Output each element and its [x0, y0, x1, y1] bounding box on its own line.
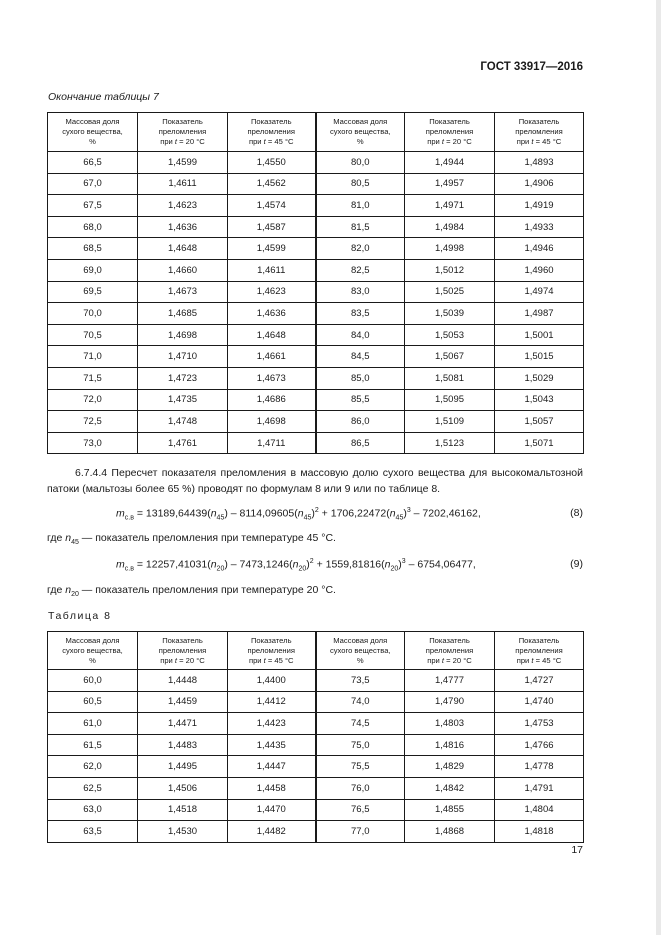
- table-cell: 71,0: [48, 346, 138, 368]
- table-row: [48, 389, 584, 411]
- table-cell: 1,5123: [405, 432, 495, 454]
- header-mass-fraction: Массовая доля сухого вещества, %: [48, 113, 138, 152]
- table-cell: 1,4974: [495, 281, 584, 303]
- table-cell: 1,4778: [495, 756, 584, 778]
- table-row: [48, 821, 584, 843]
- table-row: [48, 432, 584, 454]
- table-row: [48, 281, 584, 303]
- page-edge: [656, 0, 661, 935]
- table-cell: 1,4482: [228, 821, 316, 843]
- table-cell: 68,5: [48, 238, 138, 260]
- table-cell: 1,4987: [495, 303, 584, 325]
- table-cell: 1,4855: [405, 799, 495, 821]
- table7: [47, 112, 584, 454]
- table-row: [48, 216, 584, 238]
- table-row: [48, 713, 584, 735]
- table-cell: 1,4906: [495, 173, 584, 195]
- table-cell: 1,5095: [405, 389, 495, 411]
- table-cell: 82,0: [316, 238, 405, 260]
- table-cell: 70,5: [48, 324, 138, 346]
- table-cell: 1,4777: [405, 670, 495, 692]
- table-cell: 1,4919: [495, 195, 584, 217]
- table-cell: 70,0: [48, 303, 138, 325]
- header-mass-fraction: Массовая доля сухого вещества, %: [48, 632, 138, 670]
- table-cell: 84,0: [316, 324, 405, 346]
- table-row: [48, 367, 584, 389]
- table-cell: 1,5053: [405, 324, 495, 346]
- table-cell: 85,5: [316, 389, 405, 411]
- table-cell: 86,5: [316, 432, 405, 454]
- table-cell: 85,0: [316, 367, 405, 389]
- table-cell: 1,4816: [405, 734, 495, 756]
- table-cell: 62,5: [48, 777, 138, 799]
- table-cell: 1,4998: [405, 238, 495, 260]
- table-cell: 1,4623: [138, 195, 228, 217]
- table-cell: 1,4550: [228, 152, 316, 174]
- table-cell: 1,4412: [228, 691, 316, 713]
- table-cell: 1,4400: [228, 670, 316, 692]
- table-cell: 1,5067: [405, 346, 495, 368]
- table-cell: 1,5025: [405, 281, 495, 303]
- table-row: [48, 670, 584, 692]
- table-cell: 1,4423: [228, 713, 316, 735]
- table-cell: 1,4506: [138, 777, 228, 799]
- table-cell: 1,4748: [138, 411, 228, 433]
- table-row: [48, 173, 584, 195]
- table7-caption: Окончание таблицы 7: [48, 91, 159, 103]
- table-cell: 1,4660: [138, 259, 228, 281]
- table-cell: 83,0: [316, 281, 405, 303]
- table-cell: 81,0: [316, 195, 405, 217]
- table-cell: 77,0: [316, 821, 405, 843]
- table-cell: 1,4471: [138, 713, 228, 735]
- table-cell: 73,0: [48, 432, 138, 454]
- table-cell: 1,4447: [228, 756, 316, 778]
- table-cell: 1,4686: [228, 389, 316, 411]
- table-cell: 61,0: [48, 713, 138, 735]
- table-cell: 76,5: [316, 799, 405, 821]
- table-cell: 1,4648: [228, 324, 316, 346]
- table-cell: 1,4648: [138, 238, 228, 260]
- header-ri-45: Показатель преломления при t = 45 °C: [495, 632, 584, 670]
- table-cell: 1,4636: [138, 216, 228, 238]
- table8-header-row: [48, 632, 584, 670]
- table-cell: 1,5109: [405, 411, 495, 433]
- table-cell: 73,5: [316, 670, 405, 692]
- table-cell: 1,4518: [138, 799, 228, 821]
- formula-9-legend: где $n_{20}$ — показатель преломления при температуре 20 °C.: [47, 584, 336, 599]
- table-cell: 60,5: [48, 691, 138, 713]
- header-ri-45: Показатель преломления при t = 45 °C: [495, 113, 584, 152]
- header-ri-20: Показатель преломления при t = 20 °C: [138, 113, 228, 152]
- table-cell: 1,4710: [138, 346, 228, 368]
- table-cell: 1,4685: [138, 303, 228, 325]
- table-cell: 83,5: [316, 303, 405, 325]
- table-cell: 75,0: [316, 734, 405, 756]
- standard-id: ГОСТ 33917—2016: [480, 61, 583, 73]
- table-cell: 72,0: [48, 389, 138, 411]
- table-cell: 1,4723: [138, 367, 228, 389]
- table-cell: 1,5043: [495, 389, 584, 411]
- table-cell: 74,5: [316, 713, 405, 735]
- table-cell: 66,5: [48, 152, 138, 174]
- page-number: 17: [571, 844, 583, 856]
- header-ri-45: Показатель преломления при t = 45 °C: [228, 113, 316, 152]
- formula-8: $m_{с.в} = 13189,64439(n_{45}) - 8114,09605(n_{45})^2 + 1706,22472(n_{45})^3 - 7202,46162$,: [116, 507, 481, 522]
- table-row: [48, 152, 584, 174]
- table-cell: 1,4698: [138, 324, 228, 346]
- table-cell: 1,4804: [495, 799, 584, 821]
- table-cell: 1,4530: [138, 821, 228, 843]
- table-cell: 1,4761: [138, 432, 228, 454]
- table-cell: 80,5: [316, 173, 405, 195]
- table-cell: 1,4661: [228, 346, 316, 368]
- table-cell: 1,5071: [495, 432, 584, 454]
- table-cell: 1,4574: [228, 195, 316, 217]
- table-cell: 1,4829: [405, 756, 495, 778]
- table-cell: 1,4673: [138, 281, 228, 303]
- table-cell: 1,4599: [138, 152, 228, 174]
- table-cell: 67,5: [48, 195, 138, 217]
- table-cell: 1,5015: [495, 346, 584, 368]
- table-cell: 1,4587: [228, 216, 316, 238]
- table-cell: 68,0: [48, 216, 138, 238]
- formula-8-legend: где $n_{45}$ — показатель преломления при температуре 45 °C.: [47, 532, 336, 547]
- paragraph-6-7-4-4: 6.7.4.4 Пересчет показателя преломления в массовую долю сухого вещества для высокомальтозной патоки (мальтозы более 65 %) проводят по формулам 8 или 9 или по таблице 8.: [47, 467, 583, 495]
- table-cell: 1,4960: [495, 259, 584, 281]
- table-cell: 1,4753: [495, 713, 584, 735]
- table-cell: 1,4470: [228, 799, 316, 821]
- table-cell: 71,5: [48, 367, 138, 389]
- table-row: [48, 195, 584, 217]
- table-cell: 1,4495: [138, 756, 228, 778]
- table-cell: 63,0: [48, 799, 138, 821]
- header-ri-20: Показатель преломления при t = 20 °C: [405, 632, 495, 670]
- table-cell: 1,4957: [405, 173, 495, 195]
- table-cell: 1,5081: [405, 367, 495, 389]
- table-cell: 67,0: [48, 173, 138, 195]
- table-cell: 1,4727: [495, 670, 584, 692]
- table-row: [48, 411, 584, 433]
- formula-8-number: (8): [570, 507, 583, 519]
- table-cell: 63,5: [48, 821, 138, 843]
- table-row: [48, 259, 584, 281]
- table-cell: 62,0: [48, 756, 138, 778]
- formula-9-number: (9): [570, 558, 583, 570]
- table-cell: 1,5001: [495, 324, 584, 346]
- table-row: [48, 691, 584, 713]
- header-ri-45: Показатель преломления при t = 45 °C: [228, 632, 316, 670]
- formula-9: $m_{с.в} = 12257,41031(n_{20}) - 7473,1246(n_{20})^2 + 1559,81816(n_{20})^3 - 6754,06477$,: [116, 558, 476, 573]
- table-row: [48, 799, 584, 821]
- table-cell: 1,5029: [495, 367, 584, 389]
- table-cell: 61,5: [48, 734, 138, 756]
- table-cell: 1,4483: [138, 734, 228, 756]
- table-cell: 81,5: [316, 216, 405, 238]
- table-cell: 1,4562: [228, 173, 316, 195]
- table7-header-row: [48, 113, 584, 152]
- table-cell: 1,4735: [138, 389, 228, 411]
- table-cell: 1,4673: [228, 367, 316, 389]
- table-cell: 1,4791: [495, 777, 584, 799]
- table-row: [48, 734, 584, 756]
- table-cell: 1,4740: [495, 691, 584, 713]
- table-cell: 69,5: [48, 281, 138, 303]
- table-cell: 1,5039: [405, 303, 495, 325]
- table-row: [48, 238, 584, 260]
- table-row: [48, 324, 584, 346]
- table-cell: 1,4636: [228, 303, 316, 325]
- table-cell: 1,4599: [228, 238, 316, 260]
- table-cell: 1,5057: [495, 411, 584, 433]
- table-row: [48, 777, 584, 799]
- table-cell: 1,4893: [495, 152, 584, 174]
- table-cell: 76,0: [316, 777, 405, 799]
- header-mass-fraction: Массовая доля сухого вещества, %: [316, 113, 405, 152]
- table-cell: 1,4711: [228, 432, 316, 454]
- table-cell: 84,5: [316, 346, 405, 368]
- table-cell: 1,4868: [405, 821, 495, 843]
- table-row: [48, 346, 584, 368]
- table-cell: 75,5: [316, 756, 405, 778]
- table-cell: 1,4458: [228, 777, 316, 799]
- table-cell: 1,4611: [138, 173, 228, 195]
- table-cell: 1,4803: [405, 713, 495, 735]
- table-cell: 1,4944: [405, 152, 495, 174]
- table-cell: 1,4946: [495, 238, 584, 260]
- table-cell: 74,0: [316, 691, 405, 713]
- header-ri-20: Показатель преломления при t = 20 °C: [405, 113, 495, 152]
- table-cell: 1,4459: [138, 691, 228, 713]
- table-cell: 1,4971: [405, 195, 495, 217]
- table-cell: 1,4818: [495, 821, 584, 843]
- table-row: [48, 303, 584, 325]
- header-mass-fraction: Массовая доля сухого вещества, %: [316, 632, 405, 670]
- table-cell: 1,4842: [405, 777, 495, 799]
- table-cell: 1,4448: [138, 670, 228, 692]
- table-cell: 60,0: [48, 670, 138, 692]
- table8: [47, 631, 584, 843]
- table-cell: 1,4435: [228, 734, 316, 756]
- header-ri-20: Показатель преломления при t = 20 °C: [138, 632, 228, 670]
- table-cell: 1,4611: [228, 259, 316, 281]
- table-cell: 1,4698: [228, 411, 316, 433]
- table-row: [48, 756, 584, 778]
- table-cell: 1,5012: [405, 259, 495, 281]
- table-cell: 86,0: [316, 411, 405, 433]
- table-cell: 72,5: [48, 411, 138, 433]
- table-cell: 80,0: [316, 152, 405, 174]
- table-cell: 1,4790: [405, 691, 495, 713]
- table8-title: Таблица 8: [48, 610, 112, 622]
- table-cell: 69,0: [48, 259, 138, 281]
- table-cell: 82,5: [316, 259, 405, 281]
- table-cell: 1,4766: [495, 734, 584, 756]
- table-cell: 1,4623: [228, 281, 316, 303]
- table-cell: 1,4933: [495, 216, 584, 238]
- table-cell: 1,4984: [405, 216, 495, 238]
